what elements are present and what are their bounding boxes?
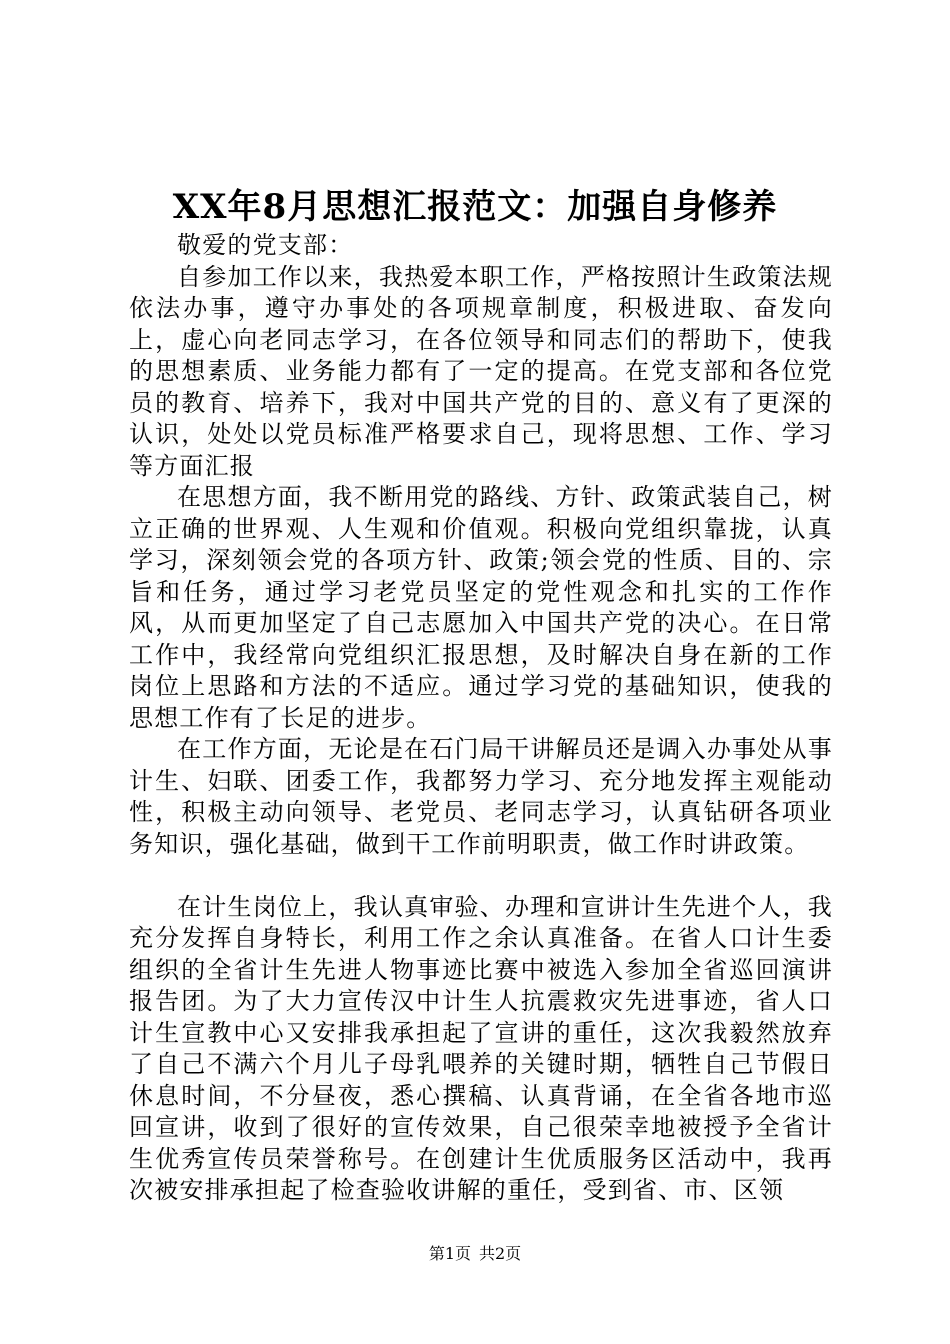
page-footer	[0, 1243, 950, 1265]
paragraph-thought: 在思想方面，我不断用党的路线、方针、政策武装自己，树立正确的世界观、人生观和价值观。积极向党组织靠拢，认真学习，深刻领会党的各项方针、政策;领会党的性质、目的、宗旨和任务，通过学习老党员坚定的党性观念和扎实的工作作风，从而更加坚定了自己志愿加入中国共产党的决心。在日常工作中，我经常向党组织汇报思想，及时解决自身在新的工作岗位上思路和方法的不适应。通过学习党的基础知识，使我的思想工作有了长足的进步。	[129, 483, 833, 732]
document-title: XX年8月思想汇报范文：加强自身修养	[172, 187, 778, 227]
salutation: 敬爱的党支部：	[177, 231, 354, 259]
paragraph-work: 在工作方面，无论是在石门局干讲解员还是调入办事处从事计生、妇联、团委工作，我都努力学习、充分地发挥主观能动性，积极主动向领导、老党员、老同志学习，认真钻研各项业务知识，强化基础，做到干工作前明职责，做工作时讲政策。	[129, 735, 833, 858]
paragraph-family-planning: 在计生岗位上，我认真审验、办理和宣讲计生先进个人，我充分发挥自身特长，利用工作之余认真准备。在省人口计生委组织的全省计生先进人物事迹比赛中被选入参加全省巡回演讲报告团。为了大力宣传汉中计生人抗震救灾先进事迹，省人口计生宣教中心又安排我承担起了宣讲的重任，这次我毅然放弃了自己不满六个月儿子母乳喂养的关键时期，牺牲自己节假日休息时间，不分昼夜，悉心撰稿、认真背诵，在全省各地市巡回宣讲，收到了很好的宣传效果，自己很荣幸地被授予全省计生优秀宣传员荣誉称号。在创建计生优质服务区活动中，我再次被安排承担起了检查验收讲解的重任，受到省、市、区领	[129, 892, 833, 1204]
page-total: 共2页	[479, 1244, 522, 1263]
paragraph-intro: 自参加工作以来，我热爱本职工作，严格按照计生政策法规依法办事，遵守办事处的各项规章制度，积极进取、奋发向上，虚心向老同志学习，在各位领导和同志们的帮助下，使我的思想素质、业务能力都有了一定的提高。在党支部和各位党员的教育、培养下，我对中国共产党的目的、意义有了更深的认识，处处以党员标准严格要求自己，现将思想、工作、学习等方面汇报	[129, 262, 833, 480]
page-number: 第1页	[428, 1244, 471, 1263]
document-body	[129, 230, 833, 1207]
